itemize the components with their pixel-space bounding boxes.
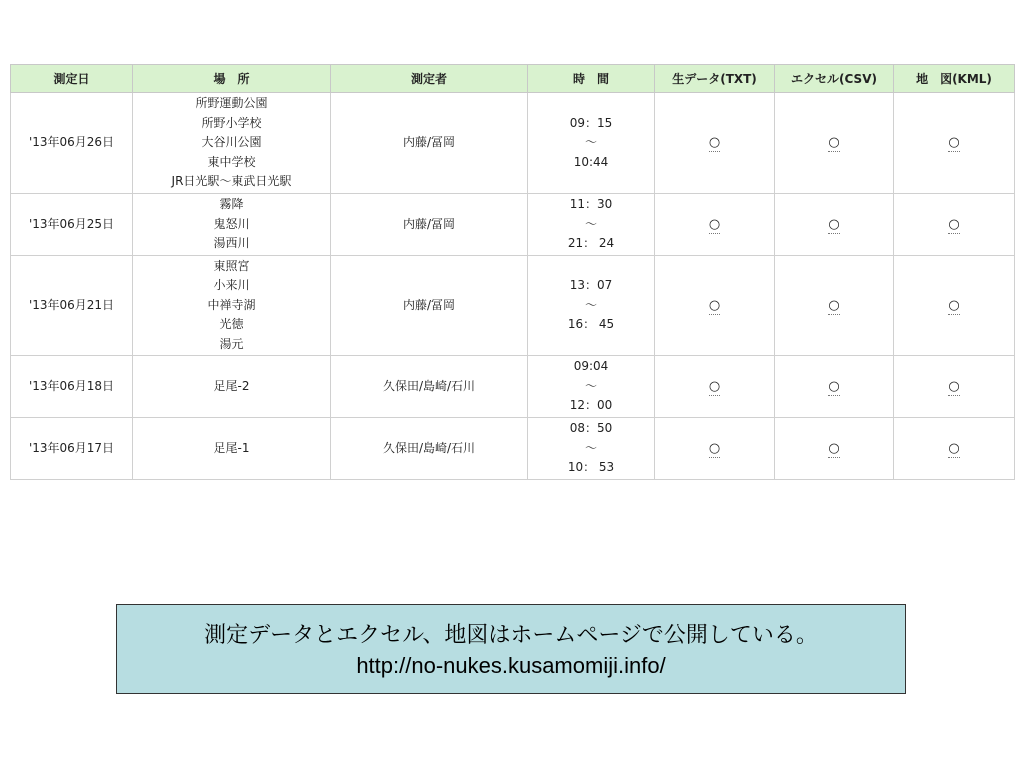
time-end: 16： 45 <box>567 317 615 332</box>
csv-cell <box>775 194 894 256</box>
time-start: 09：15 <box>569 115 613 130</box>
time-start: 13：07 <box>569 278 613 293</box>
place-line: 湯元 <box>219 336 244 351</box>
table-row <box>11 256 1015 356</box>
csv-download-link[interactable]: ○ <box>828 297 840 313</box>
time-separator: ～ <box>584 378 597 393</box>
txt-download-link[interactable]: ○ <box>708 378 721 394</box>
time-start: 11：30 <box>569 197 613 212</box>
time-end: 10:44 <box>573 154 609 169</box>
header-place: 場 所 <box>133 65 331 93</box>
time-cell <box>528 418 655 480</box>
table-row <box>11 356 1015 418</box>
kml-cell <box>894 256 1015 356</box>
time-separator: ～ <box>584 216 597 231</box>
csv-cell <box>775 356 894 418</box>
header-txt: 生データ(TXT) <box>655 65 775 93</box>
place-line: 霧降 <box>219 197 244 212</box>
header-time: 時 間 <box>528 65 655 93</box>
measurer-cell: 久保田/島崎/石川 <box>331 418 528 480</box>
kml-download-link[interactable]: ○ <box>948 440 960 456</box>
place-cell <box>133 356 331 418</box>
txt-cell <box>655 356 775 418</box>
place-cell <box>133 194 331 256</box>
time-end: 21： 24 <box>567 236 615 251</box>
csv-download-link[interactable]: ○ <box>828 216 840 232</box>
caption-box <box>116 604 906 694</box>
date-cell: '13年06月25日 <box>11 194 133 256</box>
caption-text: 測定データとエクセル、地図はホームページで公開している。 <box>204 623 818 648</box>
time-cell <box>528 194 655 256</box>
date-cell: '13年06月18日 <box>11 356 133 418</box>
csv-cell <box>775 418 894 480</box>
place-line: 大谷川公園 <box>201 135 262 150</box>
txt-cell <box>655 256 775 356</box>
csv-download-link[interactable]: ○ <box>828 135 840 151</box>
place-line: 東中学校 <box>207 154 256 169</box>
txt-cell <box>655 418 775 480</box>
date-cell: '13年06月26日 <box>11 93 133 194</box>
txt-cell <box>655 93 775 194</box>
place-line: 足尾-2 <box>213 378 250 393</box>
date-cell: '13年06月17日 <box>11 418 133 480</box>
table-row <box>11 93 1015 194</box>
table-header-row <box>11 65 1015 93</box>
kml-download-link[interactable]: ○ <box>948 216 960 232</box>
kml-download-link[interactable]: ○ <box>948 378 960 394</box>
place-line: 光徳 <box>219 317 244 332</box>
header-kml: 地 図(KML) <box>894 65 1015 93</box>
txt-download-link[interactable]: ○ <box>708 440 721 456</box>
header-csv: エクセル(CSV) <box>775 65 894 93</box>
place-line: 所野小学校 <box>201 115 262 130</box>
time-separator: ～ <box>584 440 597 455</box>
place-line: 東照宮 <box>213 258 250 273</box>
kml-cell <box>894 418 1015 480</box>
place-line: 鬼怒川 <box>213 216 250 231</box>
csv-download-link[interactable]: ○ <box>828 378 840 394</box>
txt-cell <box>655 194 775 256</box>
caption-url[interactable]: http://no-nukes.kusamomiji.info/ <box>356 653 666 678</box>
time-cell <box>528 93 655 194</box>
place-line: 足尾-1 <box>213 440 250 455</box>
measurer-cell: 内藤/冨岡 <box>331 194 528 256</box>
csv-cell <box>775 93 894 194</box>
time-start: 09:04 <box>573 359 609 374</box>
time-cell <box>528 256 655 356</box>
measurement-table <box>10 64 1015 480</box>
place-line: 小来川 <box>213 278 250 293</box>
table-row <box>11 194 1015 256</box>
header-date: 測定日 <box>11 65 133 93</box>
txt-download-link[interactable]: ○ <box>708 135 721 151</box>
time-end: 12：00 <box>569 398 613 413</box>
txt-download-link[interactable]: ○ <box>708 216 721 232</box>
txt-download-link[interactable]: ○ <box>708 297 721 313</box>
place-cell <box>133 256 331 356</box>
measurer-cell: 久保田/島崎/石川 <box>331 356 528 418</box>
csv-download-link[interactable]: ○ <box>828 440 840 456</box>
kml-cell <box>894 93 1015 194</box>
place-line: 湯西川 <box>213 236 250 251</box>
kml-cell <box>894 194 1015 256</box>
place-cell <box>133 418 331 480</box>
kml-download-link[interactable]: ○ <box>948 135 960 151</box>
time-start: 08：50 <box>569 421 613 436</box>
csv-cell <box>775 256 894 356</box>
time-end: 10： 53 <box>567 460 615 475</box>
kml-cell <box>894 356 1015 418</box>
place-cell <box>133 93 331 194</box>
place-line: JR日光駅～東武日光駅 <box>171 174 292 189</box>
place-line: 中禅寺湖 <box>207 297 256 312</box>
date-cell: '13年06月21日 <box>11 256 133 356</box>
kml-download-link[interactable]: ○ <box>948 297 960 313</box>
time-separator: ～ <box>584 297 597 312</box>
time-separator: ～ <box>584 135 597 150</box>
header-measurer: 測定者 <box>331 65 528 93</box>
measurer-cell: 内藤/冨岡 <box>331 256 528 356</box>
measurement-table-container <box>10 64 1014 480</box>
time-cell <box>528 356 655 418</box>
place-line: 所野運動公園 <box>195 96 268 111</box>
table-row <box>11 418 1015 480</box>
measurer-cell: 内藤/冨岡 <box>331 93 528 194</box>
